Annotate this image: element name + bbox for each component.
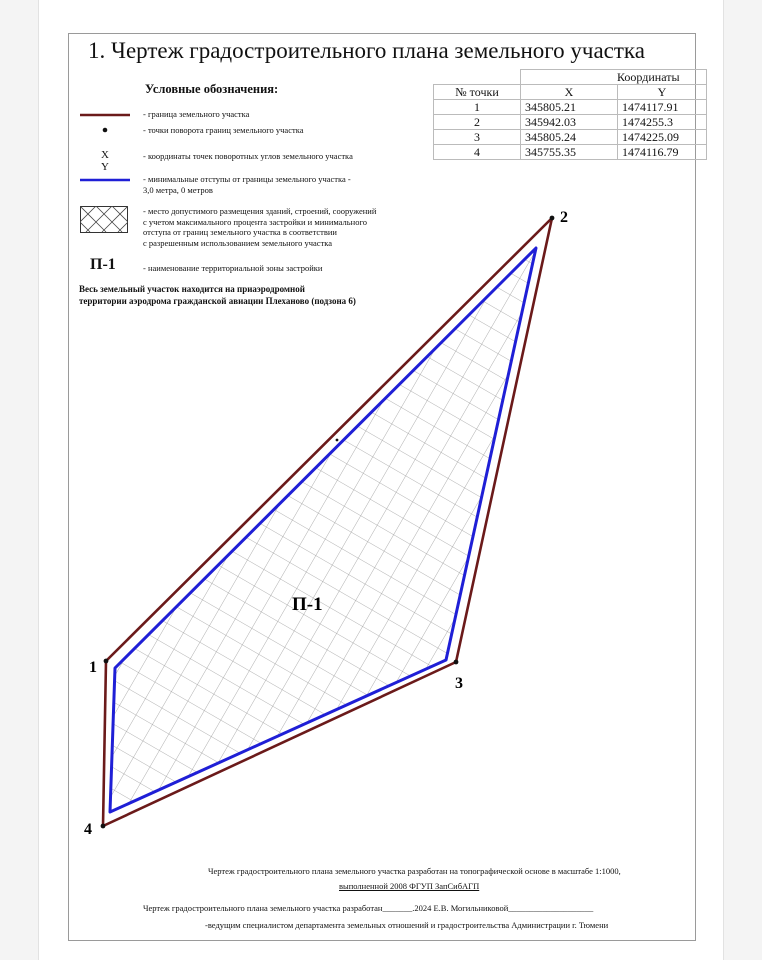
y-header: Y — [618, 85, 707, 100]
footer-survey-source: выполненной 2008 ФГУП ЗапСибАГП — [339, 881, 480, 891]
footer-author-line: Чертеж градостроительного плана земельного участка разработан_______.2024 Е.В. Могильниковой____________________ — [143, 903, 594, 913]
point-number-cell: 1 — [434, 100, 521, 115]
y-cell: 1474117.91 — [618, 100, 707, 115]
legend-title: Условные обозначения: — [145, 82, 279, 96]
legend-boundary-text: - граница земельного участка — [143, 109, 250, 119]
legend-xy-text: - координаты точек поворотных углов земельного участка — [143, 151, 353, 161]
legend-zone-code: П-1 — [90, 256, 116, 273]
zone-label: П-1 — [292, 594, 323, 615]
legend-zone-text: - наименование территориальной зоны застройки — [143, 263, 323, 273]
legend-setback-text: - минимальные отступы от границы земельного участка - 3,0 метра, 0 метров — [143, 174, 351, 195]
turn-point-3 — [454, 660, 459, 665]
y-cell: 1474225.09 — [618, 130, 707, 145]
legend-point-text: - точки поворота границ земельного участка — [143, 125, 304, 135]
turn-point-4 — [101, 824, 106, 829]
point-label-2: 2 — [560, 209, 568, 226]
drawing-title: 1. Чертеж градостроительного плана земельного участка — [88, 38, 645, 63]
footer-author-position: -ведущим специалистом департамента земельных отношений и градостроительства Администрации г. Тюмени — [205, 920, 609, 930]
y-cell: 1474255.3 — [618, 115, 707, 130]
x-cell: 345942.03 — [521, 115, 618, 130]
point-label-1: 1 — [89, 659, 97, 676]
turn-point-1 — [104, 659, 109, 664]
point-number-cell: 3 — [434, 130, 521, 145]
turn-point-2 — [550, 216, 555, 221]
airfield-note: Весь земельный участок находится на приаэродромной территории аэродрома гражданской авиации Плеханово (подзона 6) — [79, 284, 356, 306]
y-cell: 1474116.79 — [618, 145, 707, 160]
x-cell: 345805.21 — [521, 100, 618, 115]
legend-y-label: Y — [101, 161, 109, 173]
x-header: X — [521, 85, 618, 100]
footer-scale-note: Чертеж градостроительного плана земельного участка разработан на топографической основе в масштабе 1:1000, — [208, 866, 621, 876]
point-number-cell: 4 — [434, 145, 521, 160]
x-cell: 345755.35 — [521, 145, 618, 160]
coordinates-group-header: Координаты — [521, 70, 707, 85]
boundary-midpoint — [336, 439, 339, 442]
buildable-area-hatch — [110, 248, 536, 812]
point-label-3: 3 — [455, 675, 463, 692]
legend-x-label: X — [101, 149, 109, 161]
point-number-header: № точки — [434, 85, 521, 100]
point-label-4: 4 — [84, 821, 92, 838]
point-number-cell: 2 — [434, 115, 521, 130]
x-cell: 345805.24 — [521, 130, 618, 145]
legend-hatch-text: - место допустимого размещения зданий, строений, сооружений с учетом максимального процента застройки и минимального отступа от границ земельного участка в соответствии с разрешенным использованием земельного участка — [143, 206, 377, 248]
